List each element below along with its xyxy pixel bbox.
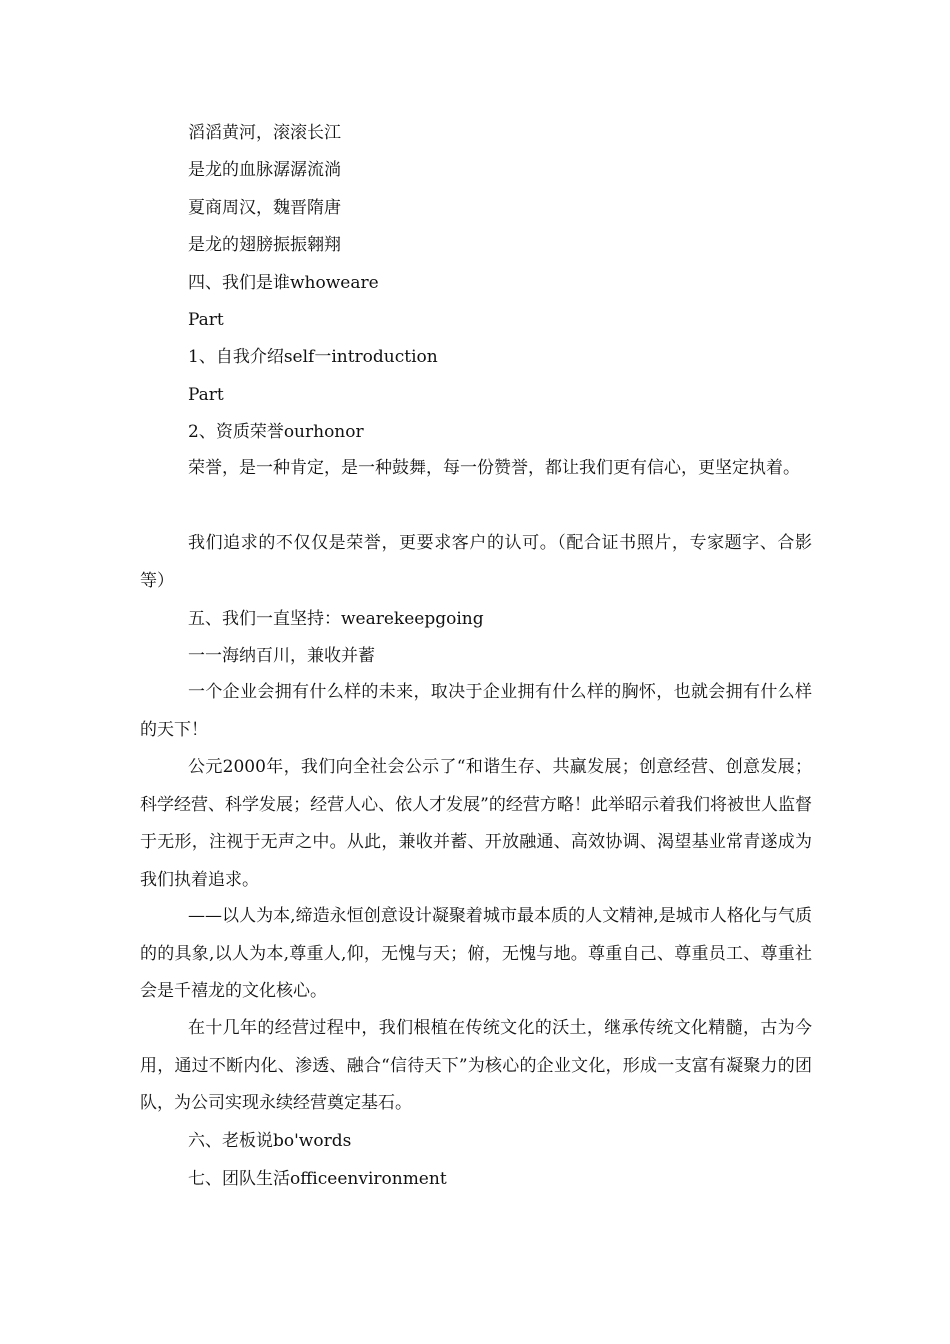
poem-line-4: 是龙的翅膀振振翱翔 (188, 235, 341, 255)
honor-paragraph-2: 我们追求的不仅仅是荣誉，更要求客户的认可。（配合证书照片，专家题字、合影等） (140, 533, 812, 591)
section7-heading: 七、团队生活officeenvironment (188, 1169, 447, 1189)
paragraph-culture: 在十几年的经营过程中，我们根植在传统文化的沃土，继承传统文化精髓，古为今用，通过不断内化、渗透、融合“信待天下”为核心的企业文化，形成一支富有凝聚力的团队，为公司实现永续经营奠定基石。 (140, 1018, 812, 1113)
poem-line-3: 夏商周汉，魏晋隋唐 (188, 198, 341, 218)
section5-subheading: 一一海纳百川，兼收并蓄 (188, 646, 375, 666)
subsection-self-intro: 1、自我介绍self一introduction (188, 347, 438, 367)
part-label-1: Part (188, 310, 224, 330)
poem-line-2: 是龙的血脉潺潺流淌 (188, 160, 341, 180)
subsection-honor: 2、资质荣誉ourhonor (188, 422, 364, 442)
paragraph-year-2000: 公元2000年，我们向全社会公示了“和谐生存、共赢发展；创意经营、创意发展；科学经营、科学发展；经营人心、依人才发展”的经营方略！此举昭示着我们将被世人监督于无形，注视于无声之中。从此，兼收并蓄、开放融通、高效协调、渴望基业常青遂成为我们执着追求。 (140, 757, 812, 890)
section4-heading: 四、我们是谁whoweare (188, 273, 379, 293)
section5-heading: 五、我们一直坚持：wearekeepgoing (188, 609, 484, 629)
paragraph-people-oriented: ——以人为本,缔造永恒创意设计凝聚着城市最本质的人文精神,是城市人格化与气质的的具象,以人为本,尊重人,仰，无愧与天；俯，无愧与地。尊重自己、尊重员工、尊重社会是千禧龙的文化核心。 (140, 906, 812, 1001)
paragraph-future: 一个企业会拥有什么样的未来，取决于企业拥有什么样的胸怀，也就会拥有什么样的天下！ (140, 682, 812, 740)
part-label-2: Part (188, 385, 224, 405)
honor-paragraph-1: 荣誉，是一种肯定，是一种鼓舞，每一份赞誉，都让我们更有信心，更坚定执着。 (188, 458, 800, 478)
poem-line-1: 滔滔黄河，滚滚长江 (188, 123, 341, 143)
section6-heading: 六、老板说bo'words (188, 1131, 352, 1151)
